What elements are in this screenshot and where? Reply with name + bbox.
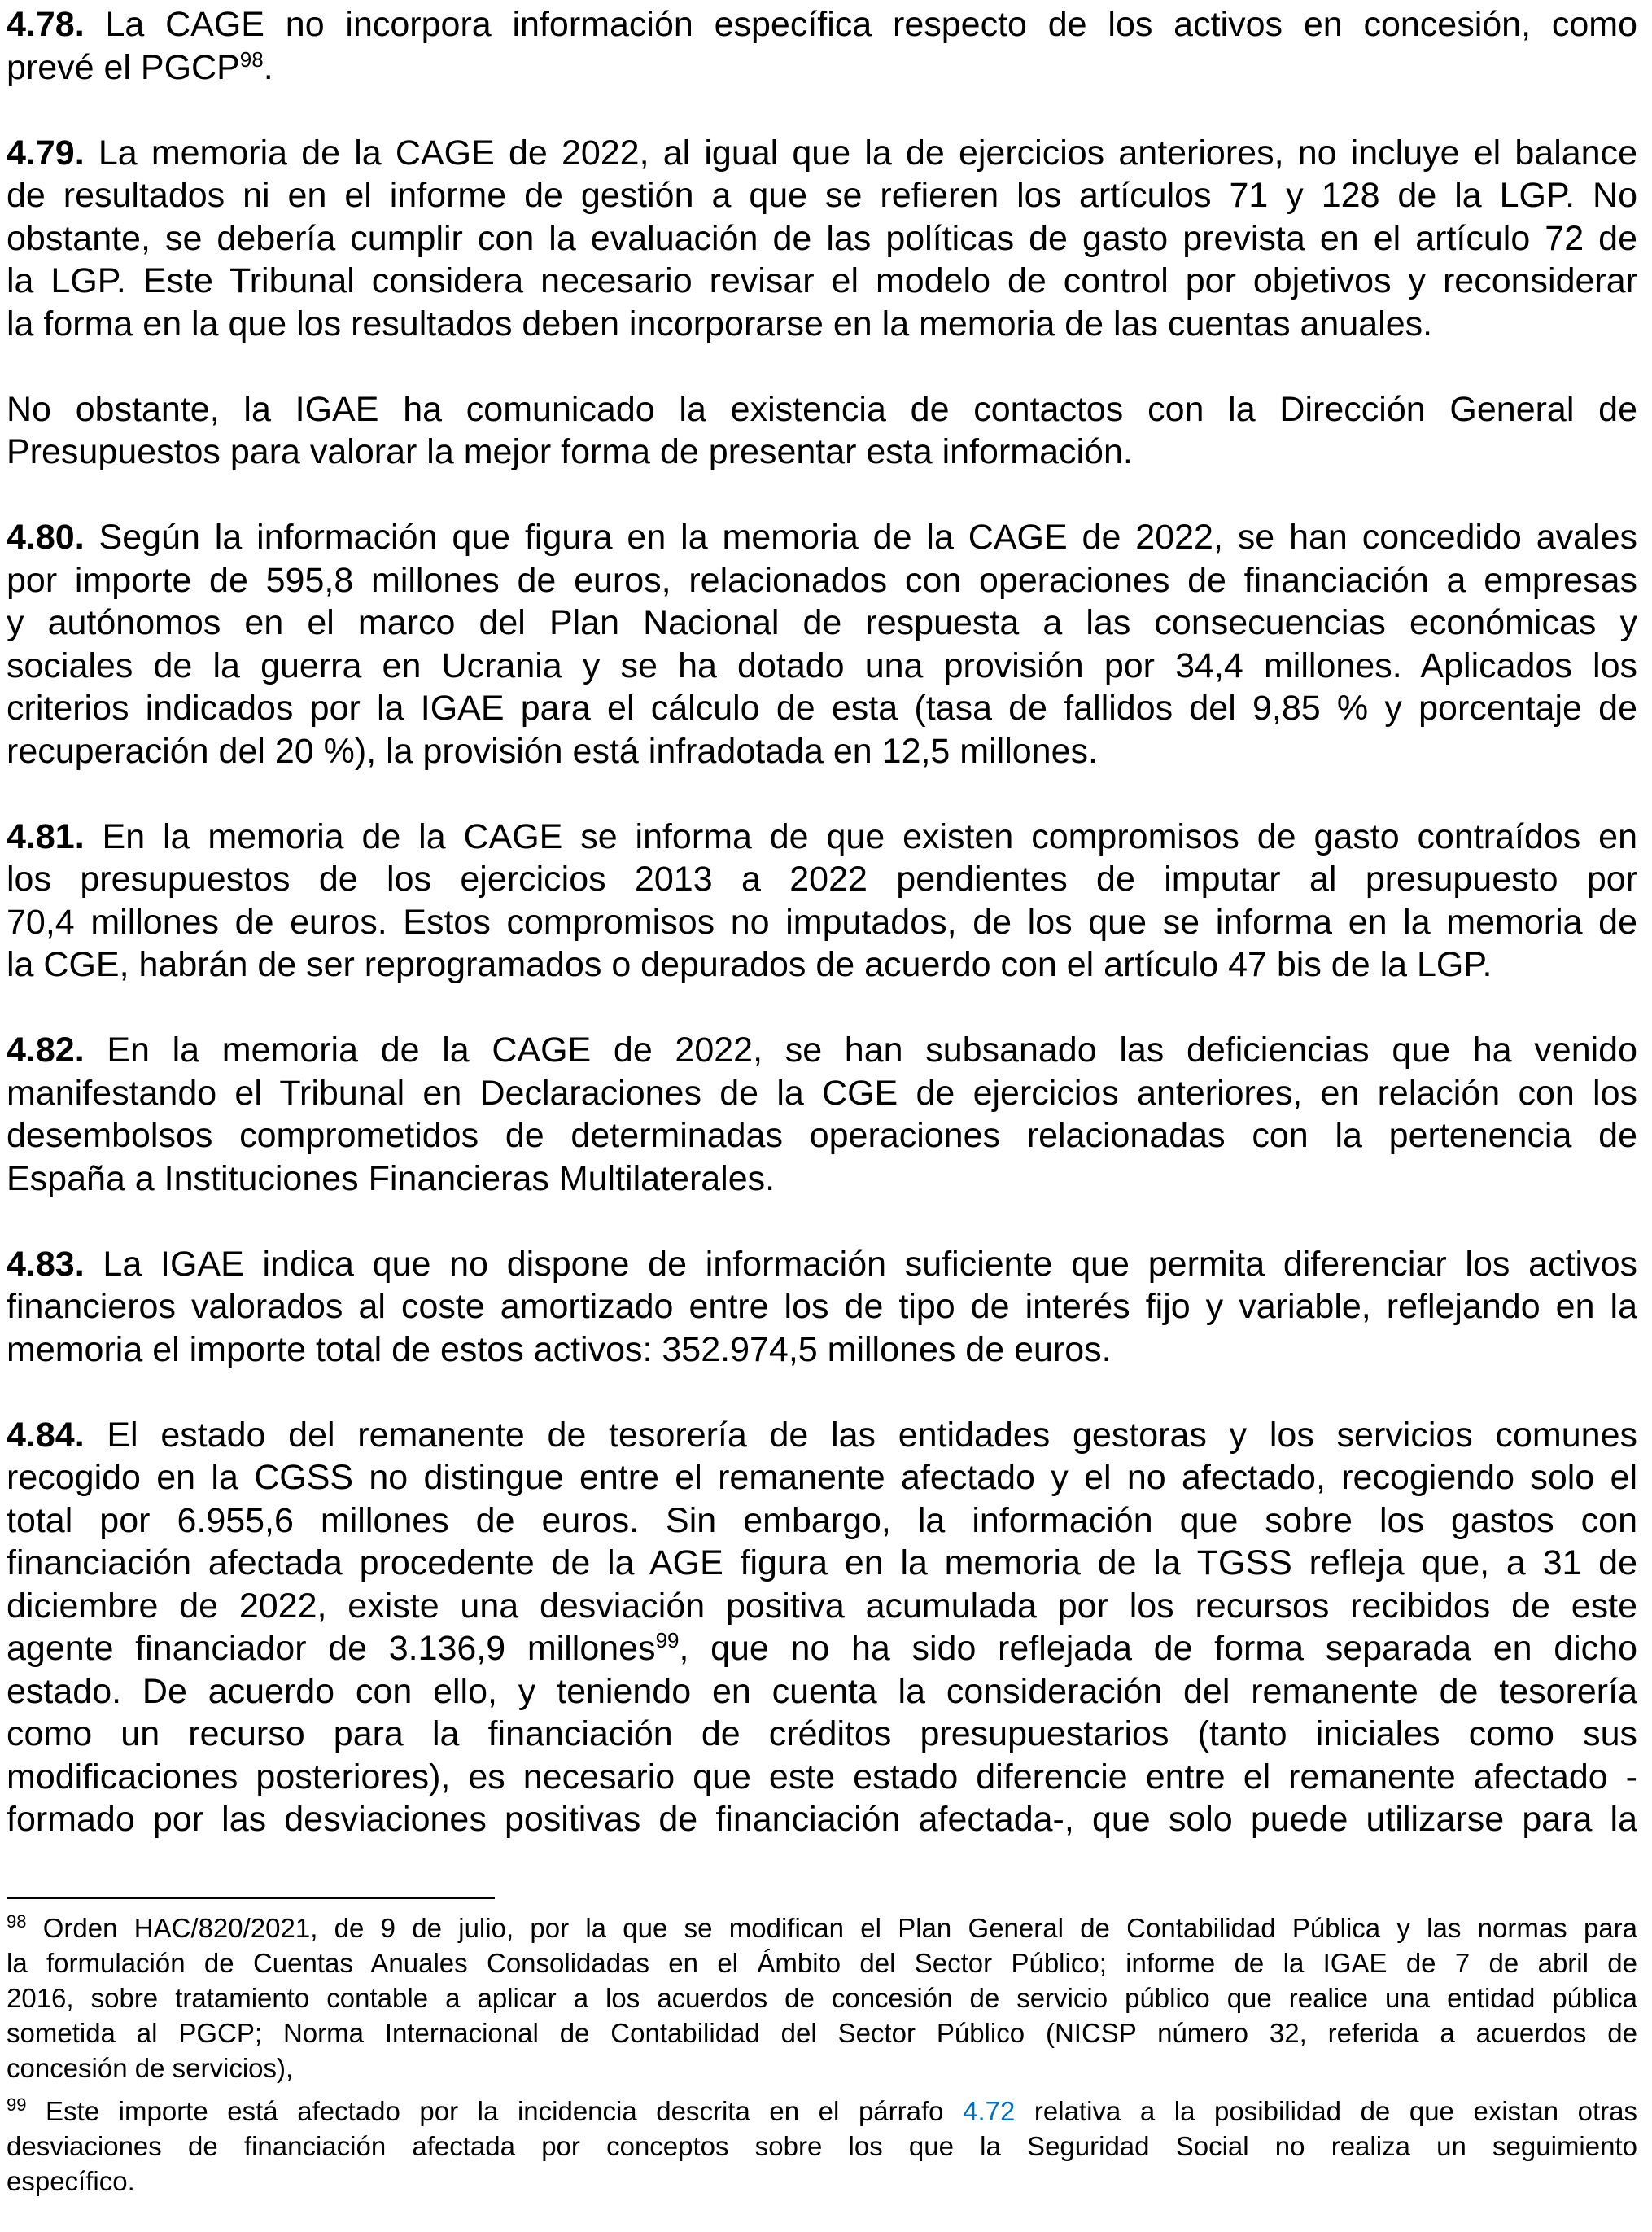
text-line: 4.81. En la memoria de la CAGE se informa de que existen compromisos de gasto contraídos en [7, 816, 1637, 856]
footnote-mark: 98 [7, 1911, 27, 1932]
paragraph-number: 4.80. [7, 518, 85, 557]
text-line: financiación afectada procedente de la AGE figura en la memoria de la TGSS refleja que, a 31 de [7, 1543, 1637, 1582]
text-line: manifestando el Tribunal en Declaraciones de la CGE de ejercicios anteriores, en relación con los [7, 1073, 1637, 1113]
paragraph-4-79-continuation [7, 388, 1637, 474]
text-line: agente financiador de 3.136,9 millones$^{99}$, que no ha sido reflejada de forma separada en dicho [7, 1628, 1637, 1668]
text-line: desembolsos comprometidos de determinadas operaciones relacionadas con la pertenencia de [7, 1116, 1637, 1155]
text-line: No obstante, la IGAE ha comunicado la existencia de contactos con la Dirección General de [7, 389, 1637, 429]
document-body [7, 3, 1637, 1884]
text-line: total por 6.955,6 millones de euros. Sin embargo, la información que sobre los gastos con [7, 1500, 1637, 1540]
text-line: 4.79. La memoria de la CAGE de 2022, al igual que la de ejercicios anteriores, no incluye el balance [7, 133, 1637, 173]
text-line: de resultados ni en el informe de gestión a que se refieren los artículos 71 y 128 de la LGP. No [7, 176, 1637, 215]
text-line: sociales de la guerra en Ucrania y se ha dotado una provisión por 34,4 millones. Aplicados los [7, 646, 1637, 685]
text-line: como un recurso para la financiación de créditos presupuestarios (tanto iniciales como sus [7, 1714, 1637, 1753]
text-line: 4.82. En la memoria de la CAGE de 2022, se han subsanado las deficiencias que ha venido [7, 1031, 1637, 1070]
paragraph-4-78 [7, 3, 1637, 89]
text-line: y autónomos en el marco del Plan Nacional de respuesta a las consecuencias económicas y [7, 603, 1637, 642]
text-line: financieros valorados al coste amortizado entre los de tipo de interés fijo y variable, reflejando en la [7, 1287, 1637, 1326]
paragraph-4-81 [7, 816, 1637, 987]
paragraph-number: 4.81. [7, 816, 85, 856]
text-line: la forma en la que los resultados deben incorporarse en la memoria de las cuentas anuales. [7, 304, 1433, 344]
text-line: 4.84. El estado del remanente de tesorería de las entidades gestoras y los servicios comunes [7, 1415, 1637, 1455]
paragraph-number: 4.82. [7, 1031, 85, 1070]
footnote-mark: 99 [7, 2094, 27, 2115]
text-line: 4.80. Según la información que figura en la memoria de la CAGE de 2022, se han concedido avales [7, 518, 1637, 557]
text-line: 70,4 millones de euros. Estos compromisos no imputados, de los que se informa en la memoria de [7, 902, 1637, 942]
paragraph-number: 4.79. [7, 133, 85, 173]
paragraph-number: 4.78. [7, 5, 85, 44]
footnote-line: sometida al PGCP; Norma Internacional de Contabilidad del Sector Público (NICSP número 32, referida a acuerdos de [7, 2018, 1637, 2048]
text-line: diciembre de 2022, existe una desviación positiva acumulada por los recursos recibidos de este [7, 1586, 1637, 1626]
text-line: los presupuestos de los ejercicios 2013 a 2022 pendientes de imputar al presupuesto por [7, 860, 1637, 899]
footnote-line: específico. [7, 2166, 135, 2196]
footnote-line: $^{99}$ Este importe está afectado por la incidencia descrita en el párrafo 4.72 relativa a la posibilidad de que existan otras [7, 2094, 1637, 2126]
text-line: Presupuestos para valorar la mejor forma de presentar esta información. [7, 432, 1133, 471]
paragraph-4-82 [7, 1029, 1637, 1200]
footnotes-section [7, 1897, 1637, 2207]
footnote-separator [7, 1897, 495, 1899]
text-line: criterios indicados por la IGAE para el cálculo de esta (tasa de fallidos del 9,85 % y porcentaje de [7, 689, 1637, 728]
text-line: por importe de 595,8 millones de euros, relacionados con operaciones de financiación a empresas [7, 560, 1637, 600]
paragraph-4-80 [7, 516, 1637, 772]
text-line: obstante, se debería cumplir con la evaluación de las políticas de gasto prevista en el artículo 72 de [7, 218, 1637, 258]
text-line: recuperación del 20 %), la provisión está infradotada en 12,5 millones. [7, 731, 1098, 771]
text-line: la LGP. Este Tribunal considera necesario revisar el modelo de control por objetivos y reconsiderar [7, 261, 1637, 300]
text-line: estado. De acuerdo con ello, y teniendo en cuenta la consideración del remanente de tesorería [7, 1671, 1637, 1711]
footnote-line: la formulación de Cuentas Anuales Consolidadas en el Ámbito del Sector Público; informe de la IGAE de 7 de abril de [7, 1948, 1637, 1978]
footnote-ref-98[interactable]: 98 [239, 46, 264, 72]
text-line: formado por las desviaciones positivas de financiación afectada-, que solo puede utilizarse para la [7, 1800, 1637, 1839]
text-line: 4.83. La IGAE indica que no dispone de información suficiente que permita diferenciar los activos [7, 1244, 1637, 1284]
text-line: la CGE, habrán de ser reprogramados o depurados de acuerdo con el artículo 47 bis de la LGP. [7, 945, 1492, 984]
footnote-line: $^{98}$ Orden HAC/820/2021, de 9 de julio, por la que se modifican el Plan General de Contabilidad Pública y las normas para [7, 1911, 1637, 1943]
text-line: España a Instituciones Financieras Multilaterales. [7, 1158, 776, 1198]
text-line: recogido en la CGSS no distingue entre el remanente afectado y el no afectado, recogiendo solo el [7, 1458, 1637, 1497]
footnote-99 [7, 2094, 1637, 2199]
paragraph-number: 4.84. [7, 1415, 85, 1455]
footnote-98 [7, 1910, 1637, 2085]
footnote-line: 2016, sobre tratamiento contable a aplicar a los acuerdos de concesión de servicio público que realice una entidad pública [7, 1983, 1637, 2013]
text-line: 4.78. La CAGE no incorpora información específica respecto de los activos en concesión, como [7, 5, 1637, 44]
text-line: prevé el PGCP$^{98}$. [7, 46, 273, 87]
footnote-line: desviaciones de financiación afectada por conceptos sobre los que la Seguridad Social no realiza un seguimiento [7, 2131, 1637, 2161]
paragraph-link-4-72[interactable]: 4.72 [963, 2096, 1016, 2126]
text-line: modificaciones posteriores), es necesario que este estado diferencie entre el remanente afectado - [7, 1757, 1637, 1797]
paragraph-number: 4.83. [7, 1244, 85, 1284]
text-line: memoria el importe total de estos activos: 352.974,5 millones de euros. [7, 1329, 1112, 1369]
paragraph-4-83 [7, 1243, 1637, 1372]
paragraph-4-79 [7, 132, 1637, 346]
footnote-line: concesión de servicios), [7, 2053, 294, 2083]
paragraph-4-84 [7, 1414, 1637, 1841]
footnote-ref-99[interactable]: 99 [655, 1628, 680, 1652]
